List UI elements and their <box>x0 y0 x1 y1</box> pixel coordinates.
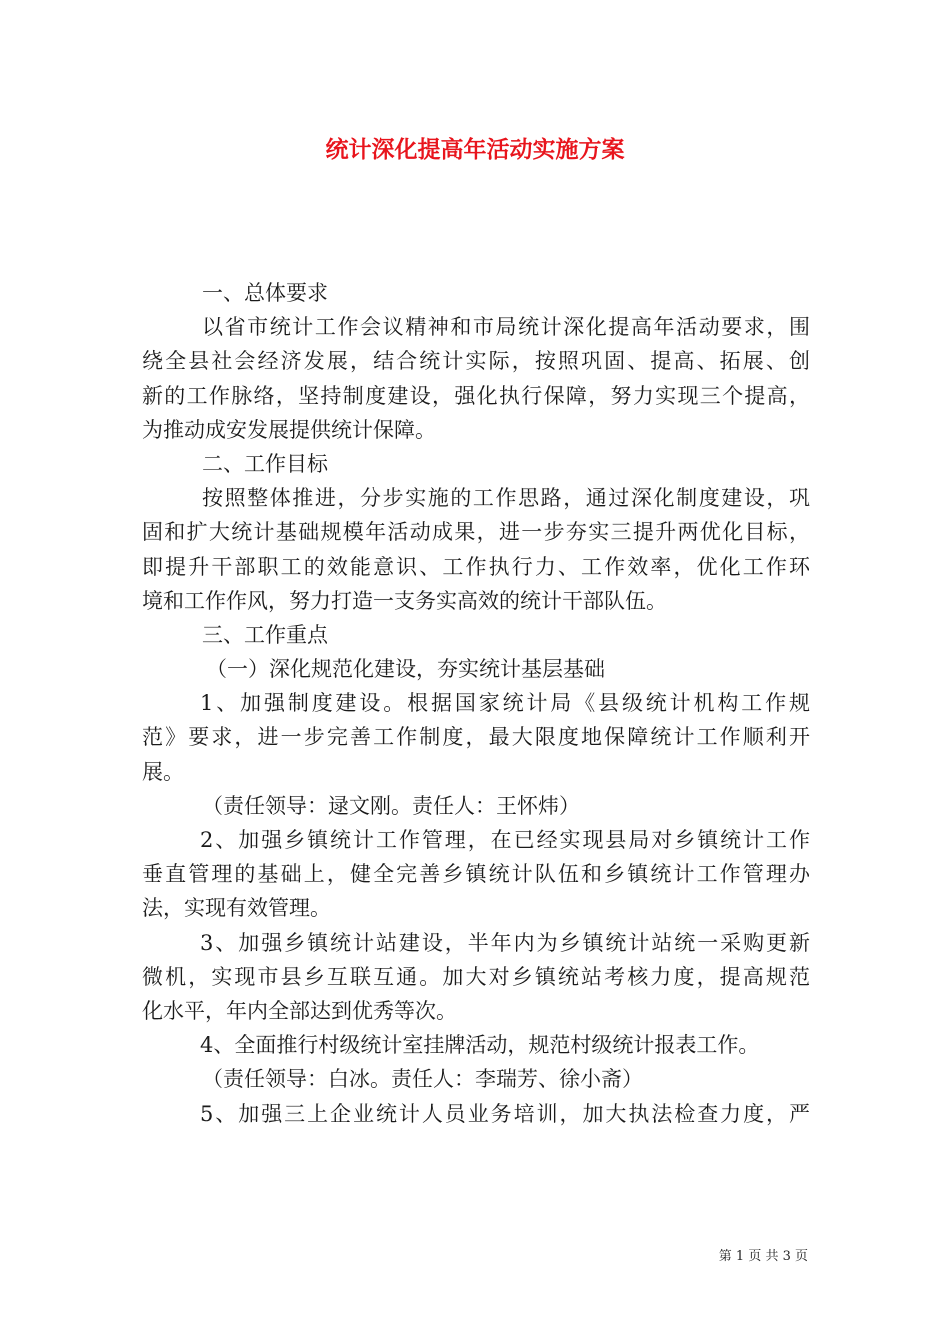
paragraph-line: 4、全面推行村级统计室挂牌活动，规范村级统计报表工作。 <box>200 1033 760 1058</box>
paragraph-line: 境和工作作风，努力打造一支务实高效的统计干部队伍。 <box>142 588 667 613</box>
paragraph-line: 法，实现有效管理。 <box>142 896 331 921</box>
section-heading-1: 一、总体要求 <box>202 281 328 305</box>
responsibility-note: （责任领导：逯文刚。责任人：王怀炜） <box>202 793 580 818</box>
paragraph-line: 以省市统计工作会议精神和市局统计深化提高年活动要求，围 <box>202 315 810 340</box>
paragraph-line: 5、加强三上企业统计人员业务培训，加大执法检查力度，严 <box>200 1101 810 1126</box>
paragraph-line: 固和扩大统计基础规模年活动成果，进一步夯实三提升两优化目标， <box>142 520 810 545</box>
paragraph-line: 按照整体推进，分步实施的工作思路，通过深化制度建设，巩 <box>202 486 810 511</box>
paragraph-line: 微机，实现市县乡互联互通。加大对乡镇统站考核力度，提高规范 <box>142 964 810 989</box>
document-body <box>142 276 810 1131</box>
subsection-heading: （一）深化规范化建设，夯实统计基层基础 <box>206 657 605 682</box>
paragraph-line: 范》要求，进一步完善工作制度，最大限度地保障统计工作顺利开 <box>142 725 810 750</box>
paragraph-line: 1、加强制度建设。根据国家统计局《县级统计机构工作规 <box>200 691 810 716</box>
paragraph-line: 3、加强乡镇统计站建设，半年内为乡镇统计站统一采购更新 <box>200 930 810 955</box>
paragraph-line: 2、加强乡镇统计工作管理，在已经实现县局对乡镇统计工作 <box>200 828 810 852</box>
section-heading-3: 三、工作重点 <box>202 622 328 647</box>
paragraph-line: 垂直管理的基础上，健全完善乡镇统计队伍和乡镇统计工作管理办 <box>142 862 810 887</box>
responsibility-note: （责任领导：白冰。责任人：李瑞芳、徐小斋） <box>202 1067 643 1092</box>
paragraph-line: 化水平，年内全部达到优秀等次。 <box>142 998 457 1023</box>
section-heading-2: 二、工作目标 <box>202 451 328 476</box>
paragraph-line: 即提升干部职工的效能意识、工作执行力、工作效率，优化工作环 <box>142 554 810 579</box>
document-title: 统计深化提高年活动实施方案 <box>325 136 625 163</box>
paragraph-line: 为推动成安发展提供统计保障。 <box>142 417 436 442</box>
paragraph-line: 绕全县社会经济发展，结合统计实际，按照巩固、提高、拓展、创 <box>142 349 810 374</box>
paragraph-line: 新的工作脉络，坚持制度建设，强化执行保障，努力实现三个提高， <box>142 383 810 408</box>
paragraph-line: 展。 <box>142 759 184 784</box>
page-footer: 第 1 页 共 3 页 <box>718 1249 808 1264</box>
